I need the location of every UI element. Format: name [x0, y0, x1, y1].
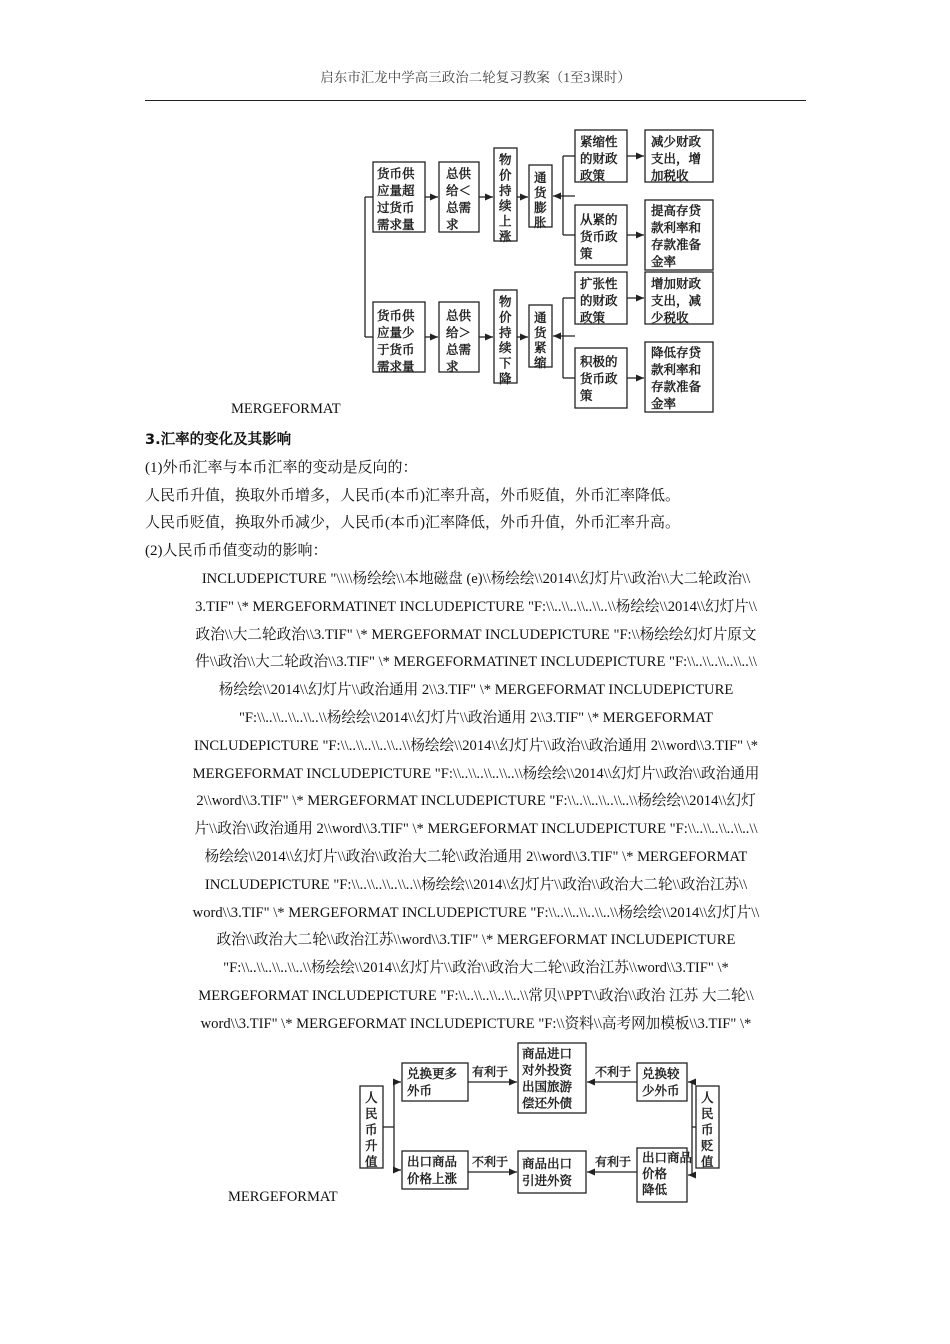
field-code-line: 杨绘绘\\2014\\幻灯片\\政治通用 2\\3.TIF" \* MERGEFORMAT INCLUDEPICTURE [218, 682, 734, 699]
box-top-action2-text: 款利率和 [651, 220, 702, 235]
box-imports-text: 出国旅游 [522, 1079, 573, 1094]
box-bottom-price-text: 物 [499, 294, 512, 309]
box-top-cause-text: 货币供 [377, 166, 415, 181]
box-top-action1-text: 支出，增 [651, 151, 702, 166]
box-exports-up-text: 出口商品 [407, 1154, 458, 1169]
box-exports-up-text: 价格上涨 [407, 1171, 458, 1186]
box-top-price-text: 续 [499, 198, 512, 214]
label-bad-top: 不利于 [595, 1065, 632, 1079]
box-exports-text: 商品出口 [522, 1156, 573, 1171]
box-bottom-result-text: 货 [534, 325, 547, 340]
box-bottom-cause-text: 于货币 [377, 342, 415, 357]
box-bottom-policy1-text: 的财政 [580, 293, 618, 308]
box-top-action2-text: 金率 [651, 254, 677, 269]
box-top-price-text: 物 [499, 152, 512, 167]
box-bottom-action2-text: 款利率和 [651, 362, 702, 377]
box-top-cause-text: 需求量 [377, 217, 415, 232]
box-bottom-price-text: 续 [499, 340, 512, 356]
box-top-action1-text: 减少财政 [651, 134, 702, 149]
box-top-policy1-text: 政策 [580, 168, 606, 183]
box-imports-text: 对外投资 [522, 1062, 573, 1078]
box-rmb-down-text: 值 [701, 1154, 714, 1169]
box-more-fx-text: 外币 [407, 1083, 433, 1098]
box-top-result-text: 货 [534, 185, 547, 200]
box-more-fx-text: 兑换更多 [407, 1066, 458, 1081]
box-top-price-text: 价 [499, 167, 512, 183]
field-code-line: 政治\\政治大二轮\\政治江苏\\word\\3.TIF" \* MERGEFORMAT INCLUDEPICTURE [216, 932, 736, 949]
box-exports-down-text: 出口商品 [642, 1150, 693, 1165]
box-bottom-result-text: 紧 [534, 340, 547, 355]
box-top-gap-text: 给＜ [446, 183, 472, 198]
field-code-line: "F:\\..\\..\\..\\..\\杨绘绘\\2014\\幻灯片\\政治\\政治大二轮\\政治江苏\\word\\3.TIF" \* [223, 960, 729, 977]
box-top-result-text: 通 [534, 170, 547, 185]
box-bottom-result-text: 通 [534, 310, 547, 325]
box-top-cause-text: 应量超 [377, 183, 415, 198]
header-rule [145, 100, 806, 101]
box-top-price-text: 上 [499, 213, 512, 229]
box-top-result-text: 膨 [534, 200, 547, 215]
field-code-line: "F:\\..\\..\\..\\..\\杨绘绘\\2014\\幻灯片\\政治通用 2\\3.TIF" \* MERGEFORMAT [238, 709, 714, 726]
box-top-action1-text: 加税收 [651, 168, 689, 183]
box-rmb-up-text: 币 [365, 1122, 378, 1137]
mergeformat-label-1: MERGEFORMAT [231, 401, 341, 417]
mergeformat-label-2: MERGEFORMAT [228, 1189, 338, 1205]
box-less-fx-text: 少外币 [642, 1083, 680, 1098]
box-bottom-gap-text: 给＞ [446, 325, 472, 340]
box-imports-text: 偿还外债 [522, 1095, 573, 1111]
field-code-line: 2\\word\\3.TIF" \* MERGEFORMAT INCLUDEPICTURE "F:\\..\\..\\..\\..\\杨绘绘\\2014\\幻灯 [196, 793, 756, 810]
rmb-value-diagram [350, 1038, 730, 1210]
box-bottom-price-text: 降 [499, 371, 512, 386]
box-top-policy1-text: 紧缩性 [580, 134, 618, 149]
box-bottom-cause-text: 需求量 [377, 359, 415, 374]
box-top-gap-text: 总供 [446, 166, 472, 181]
box-top-action2-text: 提高存贷 [651, 203, 702, 218]
field-code-line: word\\3.TIF" \* MERGEFORMAT INCLUDEPICTURE "F:\\资料\\高考网加模板\\3.TIF" \* [200, 1015, 752, 1032]
box-rmb-up-text: 升 [365, 1138, 378, 1153]
box-rmb-up-text: 民 [365, 1106, 378, 1121]
field-code-line: MERGEFORMAT INCLUDEPICTURE "F:\\..\\..\\..\\..\\杨绘绘\\2014\\幻灯片\\政治\\政治通用 [192, 765, 760, 782]
label-bad-bottom: 不利于 [472, 1155, 509, 1169]
box-top-action2-text: 存款准备 [651, 237, 702, 252]
field-code-line: MERGEFORMAT INCLUDEPICTURE "F:\\..\\..\\..\\..\\常贝\\PPT\\政治\\政治 江苏 大二轮\\ [198, 987, 754, 1004]
field-code-block [146, 566, 806, 1039]
box-bottom-action1-text: 增加财政 [651, 276, 702, 291]
box-bottom-policy2-text: 货币政 [580, 371, 618, 386]
box-imports-text: 商品进口 [522, 1046, 573, 1061]
paragraph-2: 人民币升值，换取外币增多，人民币(本币)汇率升高，外币贬值，外币汇率降低。 [145, 488, 680, 504]
box-top-policy2-text: 策 [580, 246, 593, 261]
box-less-fx-text: 兑换较 [642, 1066, 680, 1081]
field-code-line: 件\\政治\\大二轮政治\\3.TIF" \* MERGEFORMATINET INCLUDEPICTURE "F:\\..\\..\\..\\..\\ [195, 654, 757, 671]
box-top-policy2-text: 货币政 [580, 229, 618, 244]
box-top-result-text: 胀 [534, 215, 547, 230]
box-bottom-policy1-text: 政策 [580, 310, 606, 325]
paragraph-3: 人民币贬值，换取外币减少，人民币(本币)汇率降低，外币升值，外币汇率升高。 [145, 515, 680, 531]
box-bottom-gap-text: 求 [446, 359, 459, 374]
box-bottom-action2-text: 降低存贷 [651, 345, 702, 360]
box-bottom-policy1-text: 扩张性 [580, 276, 618, 291]
box-rmb-up-text: 值 [365, 1154, 378, 1169]
field-code-line: INCLUDEPICTURE "F:\\..\\..\\..\\..\\杨绘绘\\2014\\幻灯片\\政治\\政治通用 2\\word\\3.TIF" \* [193, 737, 759, 754]
box-top-gap-text: 总需 [446, 200, 472, 215]
box-rmb-up-text: 人 [365, 1090, 378, 1105]
field-code-line: 政治\\大二轮政治\\3.TIF" \* MERGEFORMAT INCLUDEPICTURE "F:\\杨绘绘幻灯片原文 [195, 626, 757, 643]
field-code-line: INCLUDEPICTURE "F:\\..\\..\\..\\..\\杨绘绘\\2014\\幻灯片\\政治\\政治大二轮\\政治江苏\\ [204, 876, 748, 893]
box-top-price-text: 涨 [499, 229, 512, 244]
box-exports-down-text: 价格 [642, 1166, 668, 1181]
box-top-price-text: 持 [499, 182, 512, 198]
label-good-top: 有利于 [472, 1065, 509, 1079]
field-code-line: 杨绘绘\\2014\\幻灯片\\政治\\政治大二轮\\政治通用 2\\word\\3.TIF" \* MERGEFORMAT [204, 848, 748, 865]
box-bottom-action2-text: 金率 [651, 396, 677, 411]
box-top-policy1-text: 的财政 [580, 151, 618, 166]
paragraph-4: (2)人民币币值变动的影响： [145, 543, 328, 559]
inflation-deflation-diagram [355, 120, 730, 420]
box-bottom-price-text: 持 [499, 324, 512, 340]
box-exports-text: 引进外资 [522, 1173, 573, 1188]
box-bottom-policy2-text: 策 [580, 388, 593, 403]
label-good-bottom: 有利于 [595, 1155, 632, 1169]
box-top-policy2-text: 从紧的 [580, 212, 618, 227]
field-code-line: INCLUDEPICTURE "\\\\杨绘绘\\本地磁盘 (e)\\杨绘绘\\2014\\幻灯片\\政治\\大二轮政治\\ [201, 571, 751, 587]
box-bottom-cause-text: 应量少 [377, 325, 415, 340]
paragraph-1: (1)外币汇率与本币汇率的变动是反向的： [145, 460, 418, 476]
box-bottom-action1-text: 支出，减 [651, 293, 702, 308]
box-bottom-cause-text: 货币供 [377, 308, 415, 323]
box-bottom-policy2-text: 积极的 [580, 354, 618, 369]
box-rmb-down-text: 币 [701, 1122, 714, 1137]
box-bottom-gap-text: 总供 [446, 308, 472, 323]
box-top-cause-text: 过货币 [377, 200, 415, 215]
box-bottom-result-text: 缩 [534, 355, 547, 370]
box-bottom-action2-text: 存款准备 [651, 379, 702, 394]
box-rmb-down-text: 贬 [701, 1138, 714, 1153]
box-bottom-price-text: 下 [499, 355, 512, 371]
box-bottom-gap-text: 总需 [446, 342, 472, 357]
field-code-line: 片\\政治\\政治通用 2\\word\\3.TIF" \* MERGEFORMAT INCLUDEPICTURE "F:\\..\\..\\..\\..\\ [194, 821, 758, 838]
section-heading: 3.汇率的变化及其影响 [145, 432, 292, 448]
box-bottom-price-text: 价 [499, 309, 512, 325]
box-exports-down-text: 降低 [642, 1182, 668, 1197]
box-rmb-down-text: 民 [701, 1106, 714, 1121]
box-top-gap-text: 求 [446, 217, 459, 232]
field-code-line: 3.TIF" \* MERGEFORMATINET INCLUDEPICTURE "F:\\..\\..\\..\\..\\杨绘绘\\2014\\幻灯片\\ [195, 598, 757, 615]
field-code-line: word\\3.TIF" \* MERGEFORMAT INCLUDEPICTURE "F:\\..\\..\\..\\..\\杨绘绘\\2014\\幻灯片\\ [192, 904, 760, 921]
box-rmb-down-text: 人 [701, 1090, 714, 1105]
page-header: 启东市汇龙中学高三政治二轮复习教案（1至3课时） [320, 70, 631, 85]
box-bottom-action1-text: 少税收 [651, 310, 689, 325]
